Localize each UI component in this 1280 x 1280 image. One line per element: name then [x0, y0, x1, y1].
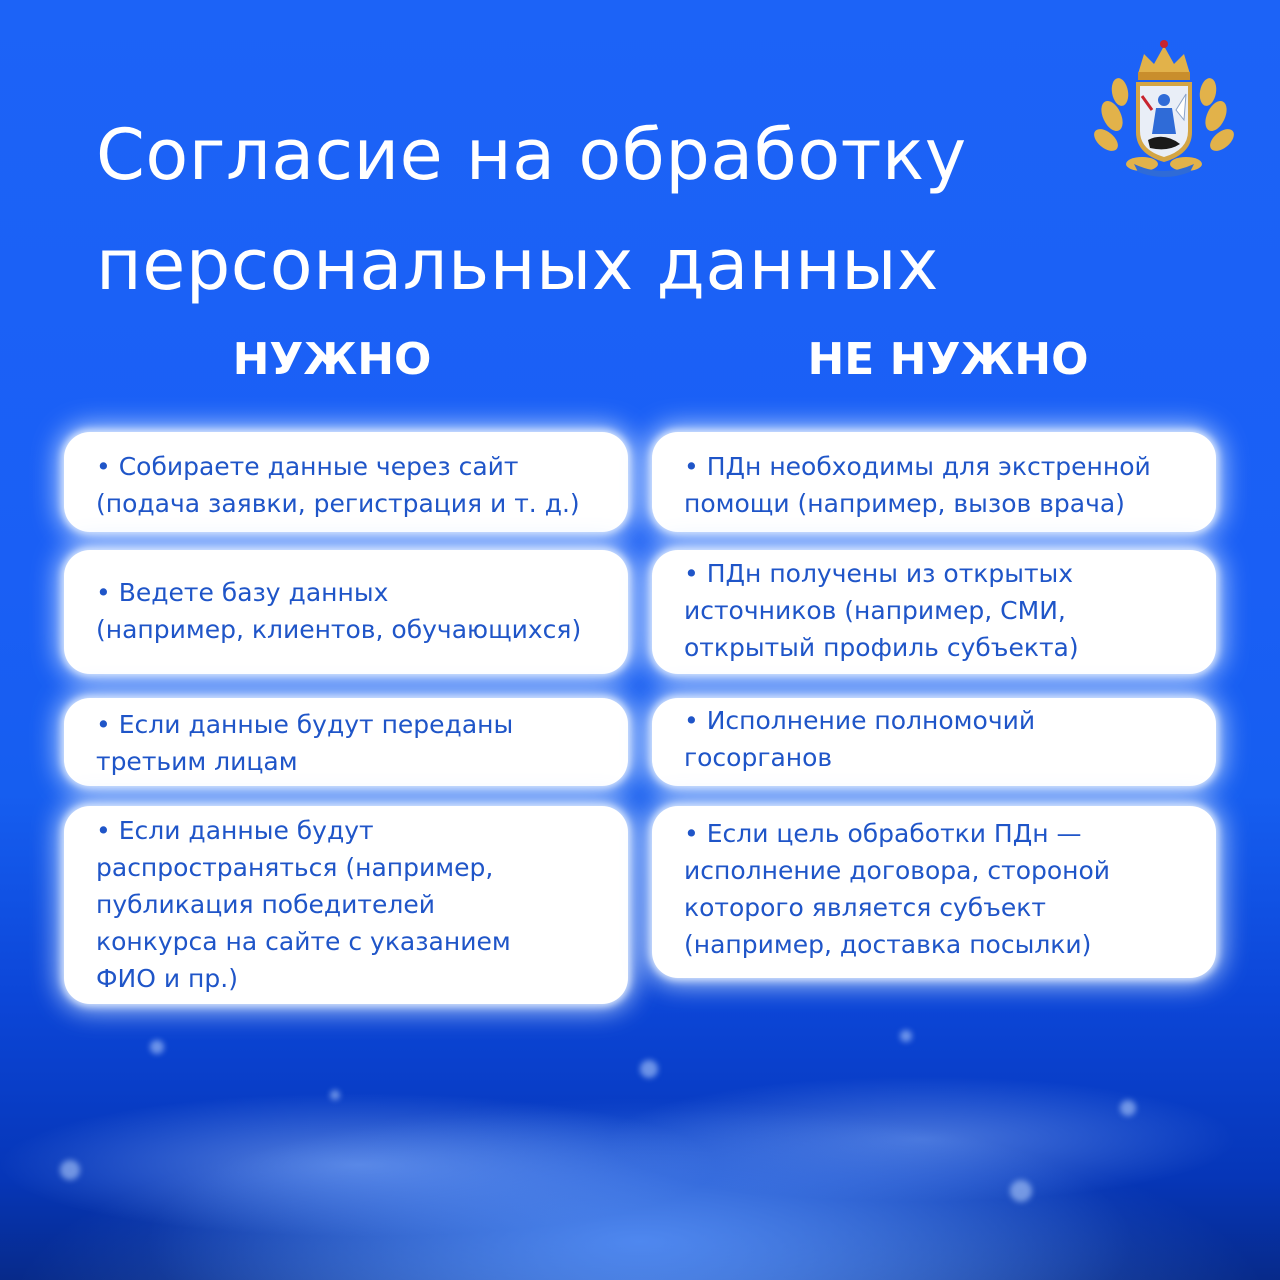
card-text-line: ФИО и пр.) [96, 964, 238, 993]
card-text-line: • Ведете базу данных [96, 578, 389, 607]
needed-card [64, 806, 628, 1004]
card-text-line: исполнение договора, стороной [684, 856, 1111, 885]
card-text-line: • Если данные будут переданы [96, 710, 514, 739]
card-text-line: (подача заявки, регистрация и т. д.) [96, 489, 580, 518]
card-text-line: (например, доставка посылки) [684, 930, 1092, 959]
card-text-line: открытый профиль субъекта) [684, 633, 1079, 662]
not-needed-card [652, 698, 1216, 786]
card-text-line: (например, клиентов, обучающихся) [96, 615, 582, 644]
background-glow [60, 1160, 80, 1180]
needed-column-heading: НУЖНО [232, 334, 432, 385]
page-title [96, 100, 967, 320]
background-glow [150, 1040, 164, 1054]
background-glow [640, 1060, 658, 1078]
card-text-line: которого является субъект [684, 893, 1046, 922]
card-text-line: распространяться (например, [96, 853, 494, 882]
title-line: Согласие на обработку [96, 114, 967, 196]
card-text-line: • ПДн необходимы для экстренной [684, 452, 1151, 481]
card-text-line: • Если данные будут [96, 816, 374, 845]
background-glow [1120, 1100, 1136, 1116]
needed-card [64, 550, 628, 674]
background-glow [1010, 1180, 1032, 1202]
card-text-line: госорганов [684, 743, 833, 772]
title-line: персональных данных [96, 224, 939, 306]
card-text-line: третьим лицам [96, 747, 298, 776]
card-text-line: публикация победителей [96, 890, 435, 919]
not-needed-card [652, 806, 1216, 978]
needed-card [64, 432, 628, 532]
needed-card [64, 698, 628, 786]
card-text-line: • Если цель обработки ПДн — [684, 819, 1082, 848]
card-text-line: конкурса на сайте с указанием [96, 927, 511, 956]
not-needed-card [652, 550, 1216, 674]
not-needed-card [652, 432, 1216, 532]
card-text-line: • Исполнение полномочий [684, 706, 1036, 735]
background-glow [900, 1030, 912, 1042]
card-text-line: • ПДн получены из открытых [684, 559, 1074, 588]
coat-of-arms-icon [1092, 36, 1236, 180]
card-text-line: помощи (например, вызов врача) [684, 489, 1125, 518]
not-needed-column-heading: НЕ НУЖНО [807, 334, 1089, 385]
card-text-line: источников (например, СМИ, [684, 596, 1066, 625]
card-text-line: • Собираете данные через сайт [96, 452, 519, 481]
background-glow [330, 1090, 340, 1100]
